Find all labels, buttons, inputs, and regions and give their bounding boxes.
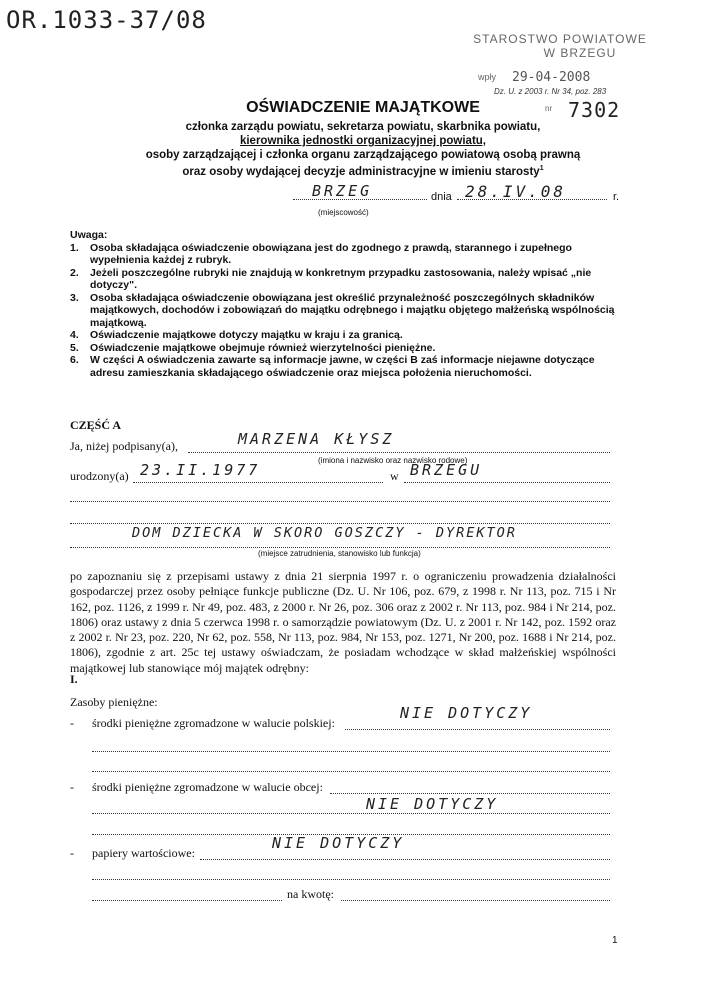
blank-line	[92, 770, 610, 772]
cash-foreign-value: NIE DOTYCZY	[366, 795, 499, 813]
received-label: wpły	[478, 72, 497, 82]
resources-heading: Zasoby pieniężne:	[70, 695, 158, 709]
footnote-mark: 1	[539, 165, 544, 172]
declaration-text: po zapoznaniu się z przepisami ustawy z dnia 21 sierpnia 1997 r. o ograniczeniu prowadzenia działalności gospodarczej przez osoby pełniące funkcje publiczne (Dz. U. Nr 106, poz. 679, z 1998 r. Nr 113, poz. 715 i Nr 162, poz. 1126, z 1999 r. Nr 49, poz. 483, z 2000 r. Nr 26, poz. 306 oraz z 2002 r. Nr 113, poz. 984 i Nr 214, poz. 1806) oraz ustawy z dnia 5 czerwca 1998 r. o samorządzie powiatowym (Dz. U. z 2001 r. Nr 142, poz. 1592 oraz z 2002 r. Nr 23, poz. 220, Nr 62, poz. 558, Nr 113, poz. 984, Nr 153, poz. 1271, Nr 200, poz. 1688 i Nr 214, poz. 1806), zgodnie z art. 25c tej ustawy oświadczam, że posiadam wchodzące w skład małżeńskiej wspólności majątkowej lub stanowiące mój majątek odrębny:	[70, 569, 616, 675]
nr-label: nr	[545, 104, 553, 113]
name-caption: (imiona i nazwisko oraz nazwisko rodowe)	[318, 456, 468, 465]
name-field	[188, 451, 610, 453]
amount-label: na kwotę:	[287, 887, 334, 901]
notes-section	[70, 229, 615, 379]
cash-foreign-field	[92, 812, 610, 814]
date-value: 28.IV.08	[465, 182, 567, 201]
birth-place-field	[404, 481, 610, 483]
blank-line	[70, 522, 610, 524]
amount-field	[341, 899, 610, 901]
office-stamp	[470, 32, 650, 60]
subtitle-line-2: kierownika jednostki organizacyjnej powiatu,	[239, 135, 487, 147]
born-label: urodzony(a)	[70, 469, 129, 483]
signed-label: Ja, niżej podpisany(a),	[70, 439, 178, 453]
blank-line	[92, 878, 610, 880]
note-item: 2. Jeżeli poszczególne rubryki nie znajdują w konkretnym przypadku zastosowania, należy wpisać „nie dotyczy".	[70, 266, 592, 291]
cash-pln-value: NIE DOTYCZY	[400, 704, 533, 722]
notes-list	[70, 242, 615, 380]
cash-foreign-label: środki pieniężne zgromadzone w walucie obcej:	[92, 780, 323, 794]
document-subtitle	[60, 120, 666, 179]
year-suffix: r.	[613, 191, 620, 203]
reference-number: OR.1033-37/08	[6, 6, 207, 34]
subtitle-line-1: członka zarządu powiatu, sekretarza powiatu, skarbnika powiatu,	[185, 121, 541, 133]
securities-field	[200, 858, 610, 860]
subtitle-line-3: osoby zarządzającej i członka organu zarządzającego powiatową osobą prawną	[145, 149, 581, 161]
birth-place-value: BRZEGU	[410, 461, 483, 479]
received-date: 29-04-2008	[512, 70, 591, 85]
bullet-dash: -	[70, 846, 74, 860]
registration-number: 7302	[568, 98, 621, 122]
section-number: I.	[70, 672, 78, 686]
document-title: OŚWIADCZENIE MAJĄTKOWE	[246, 99, 480, 116]
note-item: 4. Oświadczenie majątkowe dotyczy majątku w kraju i za granicą.	[70, 329, 403, 341]
place-value: BRZEG	[312, 182, 373, 200]
birth-date-value: 23.II.1977	[140, 461, 261, 479]
bullet-dash: -	[70, 716, 74, 730]
stamp-line-1: STAROSTWO POWIATOWE	[473, 32, 647, 46]
note-item: 3. Osoba składająca oświadczenie obowiązana jest określić przynależność poszczególnych składników majątkowych, dochodów i zobowiązań do majątku odrębnego i majątku objętego małżeńską wspólnością majątkową.	[70, 291, 615, 329]
stamp-line-2: W BRZEGU	[543, 46, 617, 60]
birth-date-field	[133, 481, 383, 483]
note-item: 1. Osoba składająca oświadczenie obowiązana jest do zgodnego z prawdą, starannego i zupełnego wypełnienia każdej z rubryk.	[70, 241, 572, 266]
page-number: 1	[612, 935, 618, 946]
note-item: 6. W części A oświadczenia zawarte są informacje jawne, w części B zaś informacje niejawne dotyczące adresu zamieszkania składającego oświadczenie oraz miejsca położenia nieruchomości.	[70, 354, 595, 379]
cash-pln-field	[345, 728, 610, 730]
employment-caption: (miejsce zatrudnienia, stanowisko lub funkcja)	[258, 549, 421, 558]
cash-pln-label: środki pieniężne zgromadzone w walucie polskiej:	[92, 716, 335, 730]
born-in-label: w	[390, 469, 399, 483]
notes-title: Uwaga:	[70, 229, 108, 241]
blank-line	[92, 750, 610, 752]
law-reference: Dz. U. z 2003 r. Nr 34, poz. 283	[494, 87, 607, 96]
blank-line	[92, 899, 282, 901]
date-label: dnia	[431, 191, 452, 203]
securities-label: papiery wartościowe:	[92, 846, 195, 860]
note-item: 5. Oświadczenie majątkowe obejmuje również wierzytelności pieniężne.	[70, 341, 436, 354]
part-a-heading: CZĘŚĆ A	[70, 418, 122, 432]
blank-line	[330, 792, 610, 794]
bullet-dash: -	[70, 780, 74, 794]
employment-value: DOM DZIECKA W SKORO GOSZCZY - DYREKTOR	[132, 525, 517, 541]
employment-field	[70, 546, 610, 548]
securities-value: NIE DOTYCZY	[272, 834, 405, 852]
name-value: MARZENA KŁYSZ	[238, 430, 395, 448]
subtitle-line-4: oraz osoby wydającej decyzje administracyjne w imieniu starosty	[182, 165, 540, 178]
place-caption: (miejscowość)	[318, 208, 369, 217]
blank-line	[70, 500, 610, 502]
